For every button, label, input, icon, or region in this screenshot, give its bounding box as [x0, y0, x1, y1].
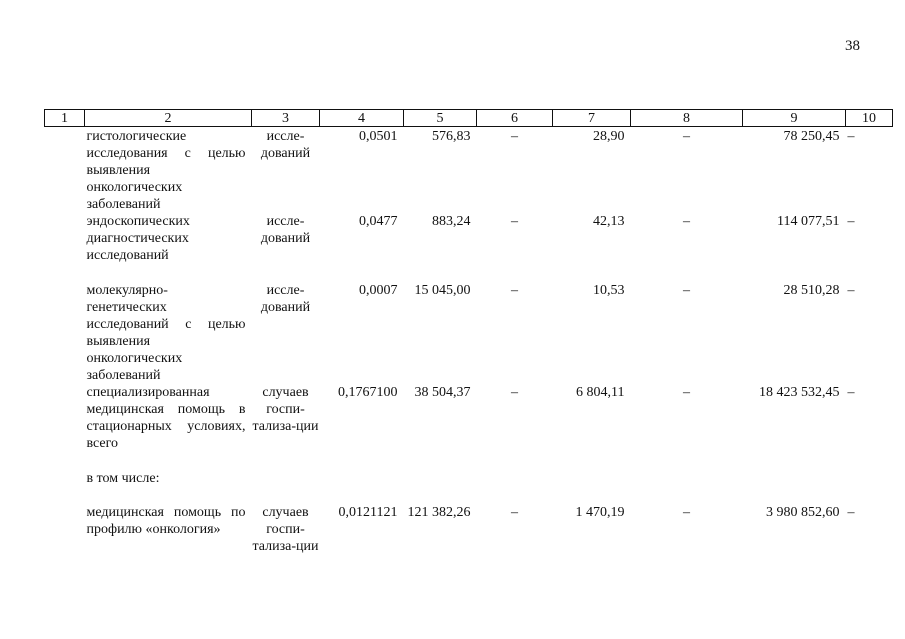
row-col10: – — [847, 385, 855, 400]
row-col4: 0,0121121 — [338, 505, 398, 520]
tariff-table — [44, 109, 893, 574]
table-row — [45, 282, 893, 384]
row-description: эндоскопических диагностических исследований — [86, 214, 190, 263]
row-col8: – — [683, 283, 690, 298]
row-unit: случаев госпи-тализа-ции — [252, 385, 319, 434]
row-col5: 15 045,00 — [414, 283, 471, 298]
col-header-2: 2 — [85, 110, 252, 127]
row-col4: 0,0007 — [359, 283, 398, 298]
row-col5 — [404, 470, 477, 504]
col-header-5: 5 — [404, 110, 477, 127]
row-description: в том числе: — [86, 471, 160, 486]
col-header-6: 6 — [477, 110, 553, 127]
row-col5: 121 382,26 — [407, 505, 471, 520]
row-col6: – — [511, 283, 518, 298]
row-col6 — [477, 470, 553, 504]
row-col9 — [743, 470, 846, 504]
row-col5: 576,83 — [432, 129, 471, 144]
row-col7: 1 470,19 — [575, 505, 625, 520]
row-col5: 38 504,37 — [414, 385, 471, 400]
row-col4: 0,1767100 — [338, 385, 398, 400]
row-col9: 28 510,28 — [783, 283, 840, 298]
row-col10: – — [847, 214, 855, 229]
col-header-1: 1 — [45, 110, 85, 127]
col-header-10: 10 — [846, 110, 893, 127]
row-description: гистологические исследования с целью выявления онкологических заболеваний — [86, 129, 246, 212]
row-col8: – — [683, 505, 690, 520]
table-row — [45, 213, 893, 282]
row-col8: – — [683, 214, 690, 229]
row-col7: 42,13 — [593, 214, 625, 229]
row-col10: – — [847, 129, 855, 144]
table-row — [45, 470, 893, 504]
row-col8 — [631, 470, 743, 504]
col-header-8: 8 — [631, 110, 743, 127]
row-unit: иссле-дований — [260, 129, 311, 161]
row-col9: 3 980 852,60 — [766, 505, 840, 520]
col-header-9: 9 — [743, 110, 846, 127]
row-col7: 28,90 — [593, 129, 625, 144]
row-col8: – — [683, 385, 690, 400]
row-description: молекулярно-генетических исследований с целью выявления онкологических заболеваний — [86, 283, 246, 383]
row-description: медицинская помощь по профилю «онкология» — [86, 505, 246, 537]
row-unit — [252, 470, 320, 504]
table-row — [45, 384, 893, 470]
row-col5: 883,24 — [432, 214, 471, 229]
col-header-4: 4 — [320, 110, 404, 127]
row-col6: – — [511, 214, 518, 229]
row-col6: – — [511, 505, 518, 520]
row-unit: иссле-дований — [260, 214, 311, 246]
row-col8: – — [683, 129, 690, 144]
row-col7: 6 804,11 — [576, 385, 625, 400]
row-col9: 114 077,51 — [777, 214, 840, 229]
row-col10: – — [847, 283, 855, 298]
row-col7 — [553, 470, 631, 504]
row-unit: случаев госпи-тализа-ции — [252, 505, 319, 554]
row-col7: 10,53 — [593, 283, 625, 298]
col-header-7: 7 — [553, 110, 631, 127]
row-col4 — [320, 470, 404, 504]
row-description: специализированная медицинская помощь в стационарных условиях, всего — [86, 385, 246, 451]
row-col6: – — [511, 129, 518, 144]
column-number-header — [45, 110, 893, 127]
row-col10 — [846, 470, 893, 504]
table-row — [45, 504, 893, 574]
row-col10: – — [847, 505, 855, 520]
table-row — [45, 127, 893, 214]
row-col9: 78 250,45 — [783, 129, 840, 144]
row-col4: 0,0477 — [359, 214, 398, 229]
col-header-3: 3 — [252, 110, 320, 127]
row-col4: 0,0501 — [359, 129, 398, 144]
row-col6: – — [511, 385, 518, 400]
row-col9: 18 423 532,45 — [759, 385, 840, 400]
row-unit: иссле-дований — [260, 283, 311, 315]
page-number: 38 — [845, 38, 860, 54]
